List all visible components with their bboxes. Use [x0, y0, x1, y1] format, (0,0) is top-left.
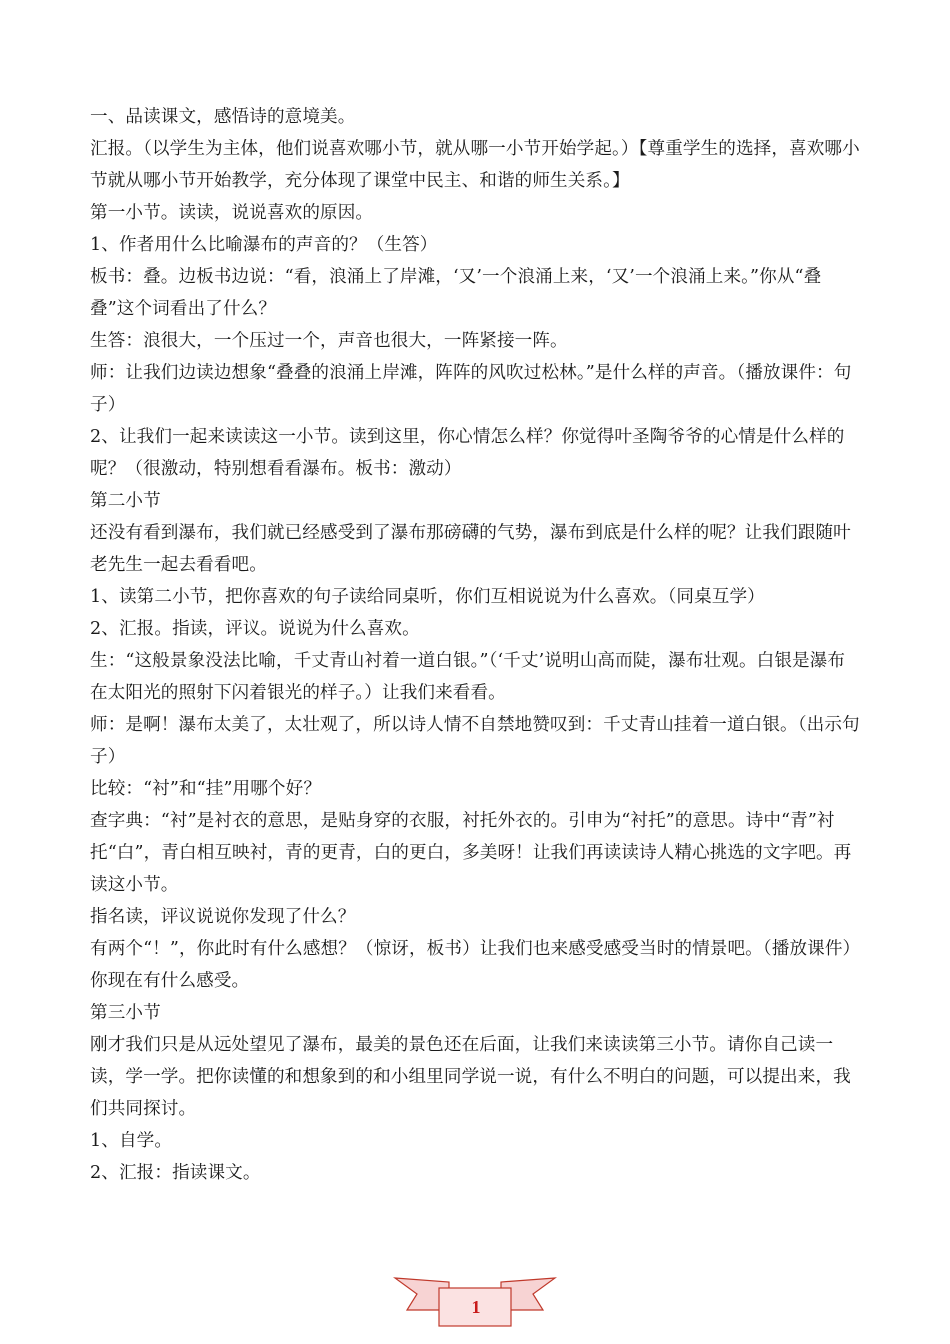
paragraph: 指名读，评议说说你发现了什么？	[90, 907, 356, 927]
paragraph: 汇报。（以学生为主体，他们说喜欢哪小节，就从哪一小节开始学起。）【尊重学生的选择，喜欢哪小节就从哪小节开始教学，充分体现了课堂中民主、和谐的师生关系。】	[90, 139, 860, 191]
paragraph: 2、让我们一起来读读这一小节。读到这里，你心情怎么样？你觉得叶圣陶爷爷的心情是什么样的呢？（很激动，特别想看看瀑布。板书：激动）	[90, 427, 845, 479]
paragraph: 生：“这般景象没法比喻，千丈青山衬着一道白银。”（‘千丈’说明山高而陡，瀑布壮观。白银是瀑布在太阳光的照射下闪着银光的样子。）让我们来看看。	[90, 651, 846, 703]
paragraph: 1、作者用什么比喻瀑布的声音的？（生答）	[90, 235, 438, 255]
page-number: 1	[471, 1297, 481, 1317]
paragraph: 师：让我们边读边想象“叠叠的浪涌上岸滩，阵阵的风吹过松林。”是什么样的声音。（播放课件：句子）	[90, 363, 852, 415]
paragraph: 查字典：“衬”是衬衣的意思，是贴身穿的衣服，衬托外衣的。引申为“衬托”的意思。诗中“青”衬托“白”，青白相互映衬，青的更青，白的更白，多美呀！让我们再读读诗人精心挑选的文字吧。再读这小节。	[90, 811, 852, 895]
paragraph: 师：是啊！瀑布太美了，太壮观了，所以诗人情不自禁地赞叹到：千丈青山挂着一道白银。（出示句子）	[90, 715, 860, 767]
paragraph: 生答：浪很大，一个压过一个，声音也很大，一阵紧接一阵。	[90, 331, 568, 351]
paragraph: 有两个“！”，你此时有什么感想？（惊讶，板书）让我们也来感受感受当时的情景吧。（播放课件）你现在有什么感受。	[90, 939, 861, 991]
paragraph: 1、读第二小节，把你喜欢的句子读给同桌听，你们互相说说为什么喜欢。（同桌互学）	[90, 587, 765, 607]
paragraph: 板书：叠。边板书边说：“看，浪涌上了岸滩，‘又’一个浪涌上来，‘又’一个浪涌上来。”你从“叠叠”这个词看出了什么？	[90, 267, 822, 319]
subsection-heading: 第三小节	[90, 1003, 161, 1023]
paragraph: 1、自学。	[90, 1131, 173, 1151]
paragraph: 刚才我们只是从远处望见了瀑布，最美的景色还在后面，让我们来读读第三小节。请你自己读一读，学一学。把你读懂的和想象到的和小组里同学说一说，有什么不明白的问题，可以提出来，我们共同探讨。	[90, 1035, 851, 1119]
subsection-heading: 第二小节	[90, 491, 161, 511]
paragraph: 还没有看到瀑布，我们就已经感受到了瀑布那磅礴的气势，瀑布到底是什么样的呢？让我们跟随叶老先生一起去看看吧。	[90, 523, 851, 575]
section-heading: 一、品读课文，感悟诗的意境美。	[90, 107, 356, 127]
paragraph: 2、汇报：指读课文。	[90, 1163, 261, 1183]
paragraph: 比较：“衬”和“挂”用哪个好？	[90, 779, 322, 799]
paragraph: 2、汇报。指读，评议。说说为什么喜欢。	[90, 619, 420, 639]
document-body	[90, 101, 862, 1189]
subsection-heading: 第一小节。读读，说说喜欢的原因。	[90, 203, 374, 223]
